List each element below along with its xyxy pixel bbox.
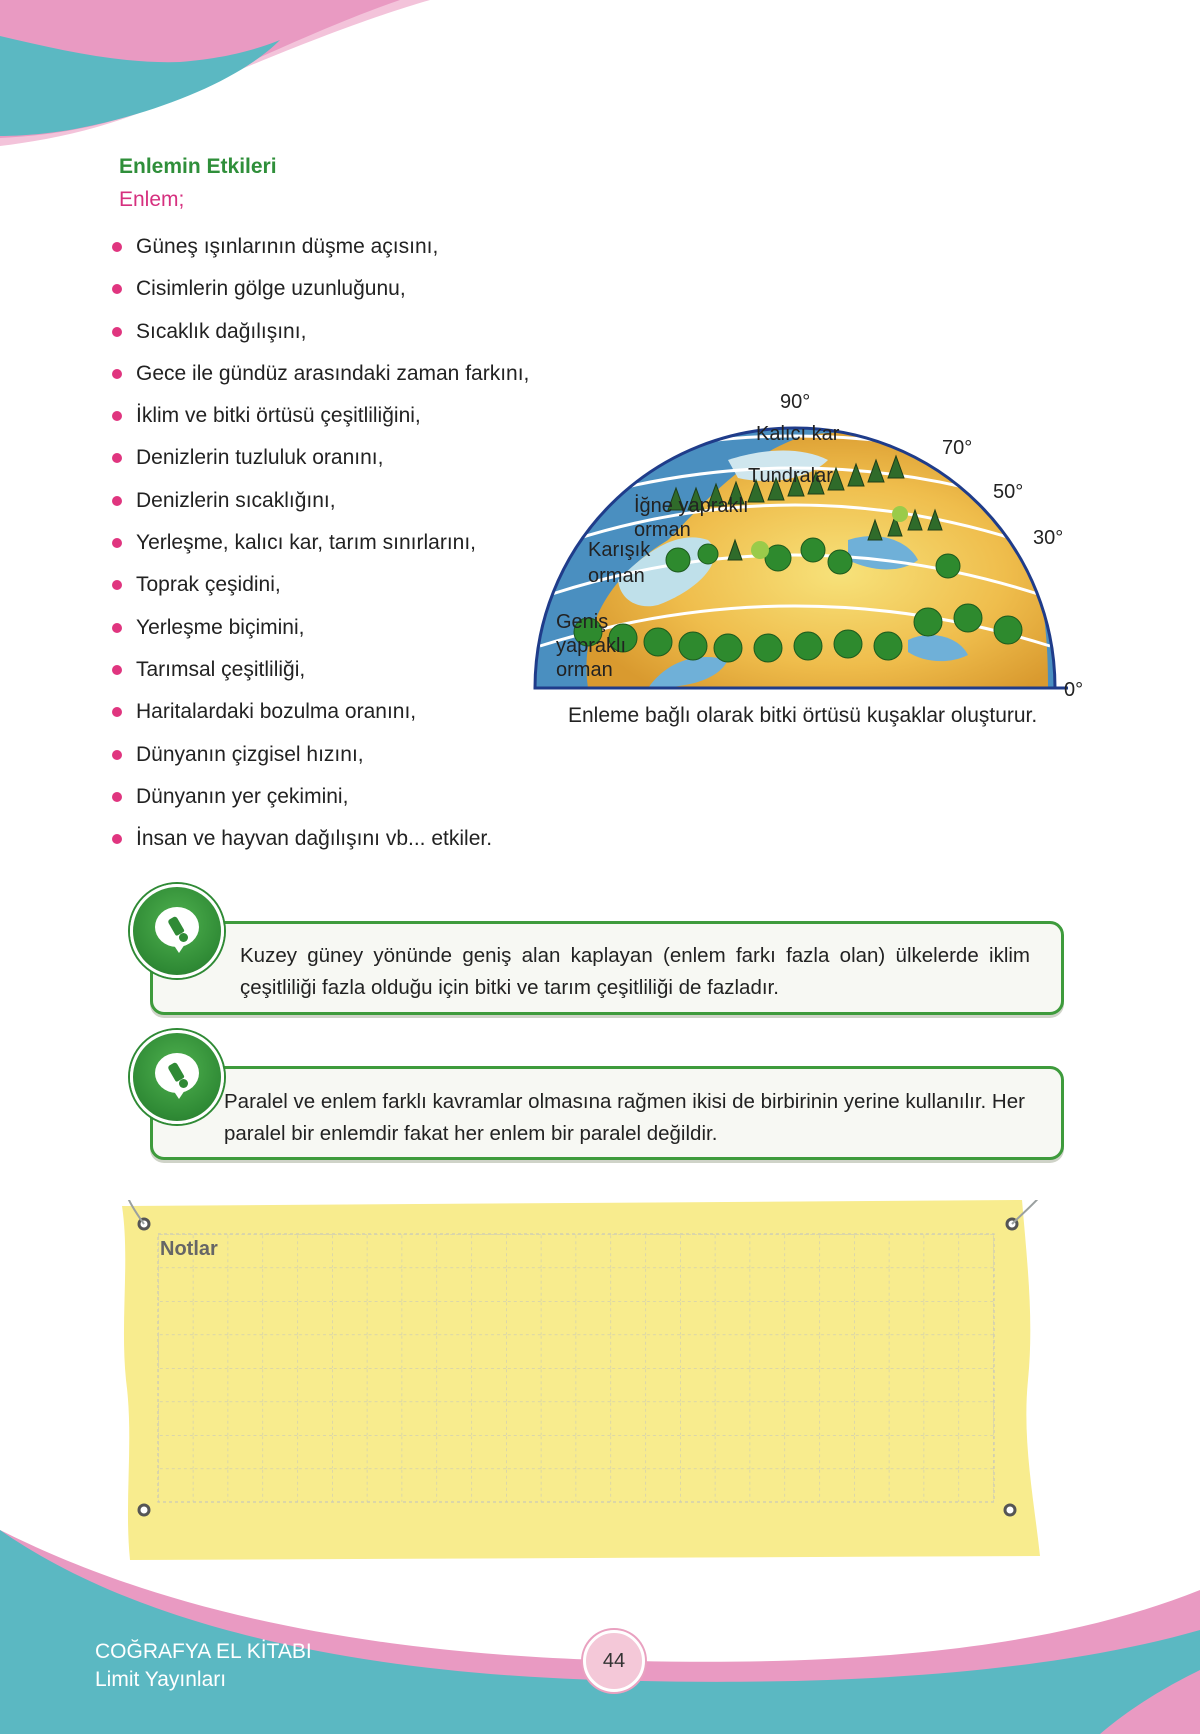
bullet-icon — [112, 623, 122, 633]
bullet-icon — [112, 580, 122, 590]
list-item: Yerleşme, kalıcı kar, tarım sınırlarını, — [110, 522, 529, 564]
list-item: Cisimlerin gölge uzunluğunu, — [110, 268, 529, 310]
list-item: Yerleşme biçimini, — [110, 607, 529, 649]
list-item: İklim ve bitki örtüsü çeşitliliğini, — [110, 395, 529, 437]
info-text: Paralel ve enlem farklı kavramlar olmasına rağmen ikisi de birbirinin yerine kullanılır. Her paralel bir enlemdir fakat her enlem bir paralel değildir. — [224, 1090, 1025, 1145]
zone-label-broad-leaf-1: Geniş — [556, 611, 609, 633]
bullet-icon — [112, 538, 122, 548]
zone-label-needle-leaf-1: İğne yapraklı — [634, 495, 749, 517]
bullet-icon — [112, 242, 122, 252]
zone-label-mixed-1: Karışık — [588, 539, 651, 561]
zone-label-permanent-snow: Kalıcı kar — [756, 423, 840, 445]
zone-label-mixed-2: orman — [588, 565, 645, 587]
footer-publisher: Limit Yayınları — [95, 1668, 227, 1691]
header-wave-decoration — [0, 0, 1200, 170]
zone-label-broad-leaf-3: orman — [556, 659, 613, 681]
list-item: Haritalardaki bozulma oranını, — [110, 691, 529, 733]
latitude-label-70: 70° — [942, 437, 973, 459]
latitude-label-0: 0° — [1064, 679, 1084, 701]
zone-label-needle-leaf-2: orman — [634, 519, 691, 541]
section-subtitle: Enlem; — [119, 188, 185, 211]
list-item: Denizlerin tuzluluk oranını, — [110, 437, 529, 479]
list-item: Gece ile gündüz arasındaki zaman farkını, — [110, 353, 529, 395]
list-item: Güneş ışınlarının düşme açısını, — [110, 226, 529, 268]
list-item: İnsan ve hayvan dağılışını vb... etkiler. — [110, 818, 529, 860]
bullet-icon — [112, 327, 122, 337]
bullet-icon — [112, 369, 122, 379]
bullet-icon — [112, 792, 122, 802]
list-item: Dünyanın yer çekimini, — [110, 776, 529, 818]
diagram-caption: Enleme bağlı olarak bitki örtüsü kuşaklar oluşturur. — [568, 704, 1038, 727]
bullet-icon — [112, 453, 122, 463]
info-icon — [130, 1030, 224, 1124]
effects-list — [110, 226, 529, 860]
bullet-icon — [112, 665, 122, 675]
vegetation-zones-diagram — [528, 390, 1088, 710]
bullet-icon — [112, 834, 122, 844]
list-item: Tarımsal çeşitliliği, — [110, 649, 529, 691]
list-item: Toprak çeşidini, — [110, 564, 529, 606]
info-icon — [130, 884, 224, 978]
bullet-icon — [112, 411, 122, 421]
list-item: Dünyanın çizgisel hızını, — [110, 734, 529, 776]
zone-label-tundra: Tundralar — [748, 465, 833, 487]
notes-title: Notlar — [160, 1238, 218, 1260]
list-item: Denizlerin sıcaklığını, — [110, 480, 529, 522]
bullet-icon — [112, 284, 122, 294]
list-item: Sıcaklık dağılışını, — [110, 311, 529, 353]
zone-label-broad-leaf-2: yapraklı — [556, 635, 627, 657]
latitude-label-90: 90° — [780, 391, 811, 413]
info-text: Kuzey güney yönünde geniş alan kaplayan (enlem farkı fazla olan) ülkelerde iklim çeşitliliği fazla olduğu için bitki ve tarım çeşitliliği de fazladır. — [240, 944, 1030, 999]
notes-board — [122, 1200, 1040, 1560]
footer-book-title: COĞRAFYA EL KİTABI — [95, 1640, 312, 1663]
bullet-icon — [112, 707, 122, 717]
bullet-icon — [112, 496, 122, 506]
latitude-label-30: 30° — [1033, 527, 1064, 549]
section-title: Enlemin Etkileri — [119, 155, 277, 178]
page-number: 44 — [583, 1630, 645, 1692]
latitude-label-50: 50° — [993, 481, 1024, 503]
bullet-icon — [112, 750, 122, 760]
